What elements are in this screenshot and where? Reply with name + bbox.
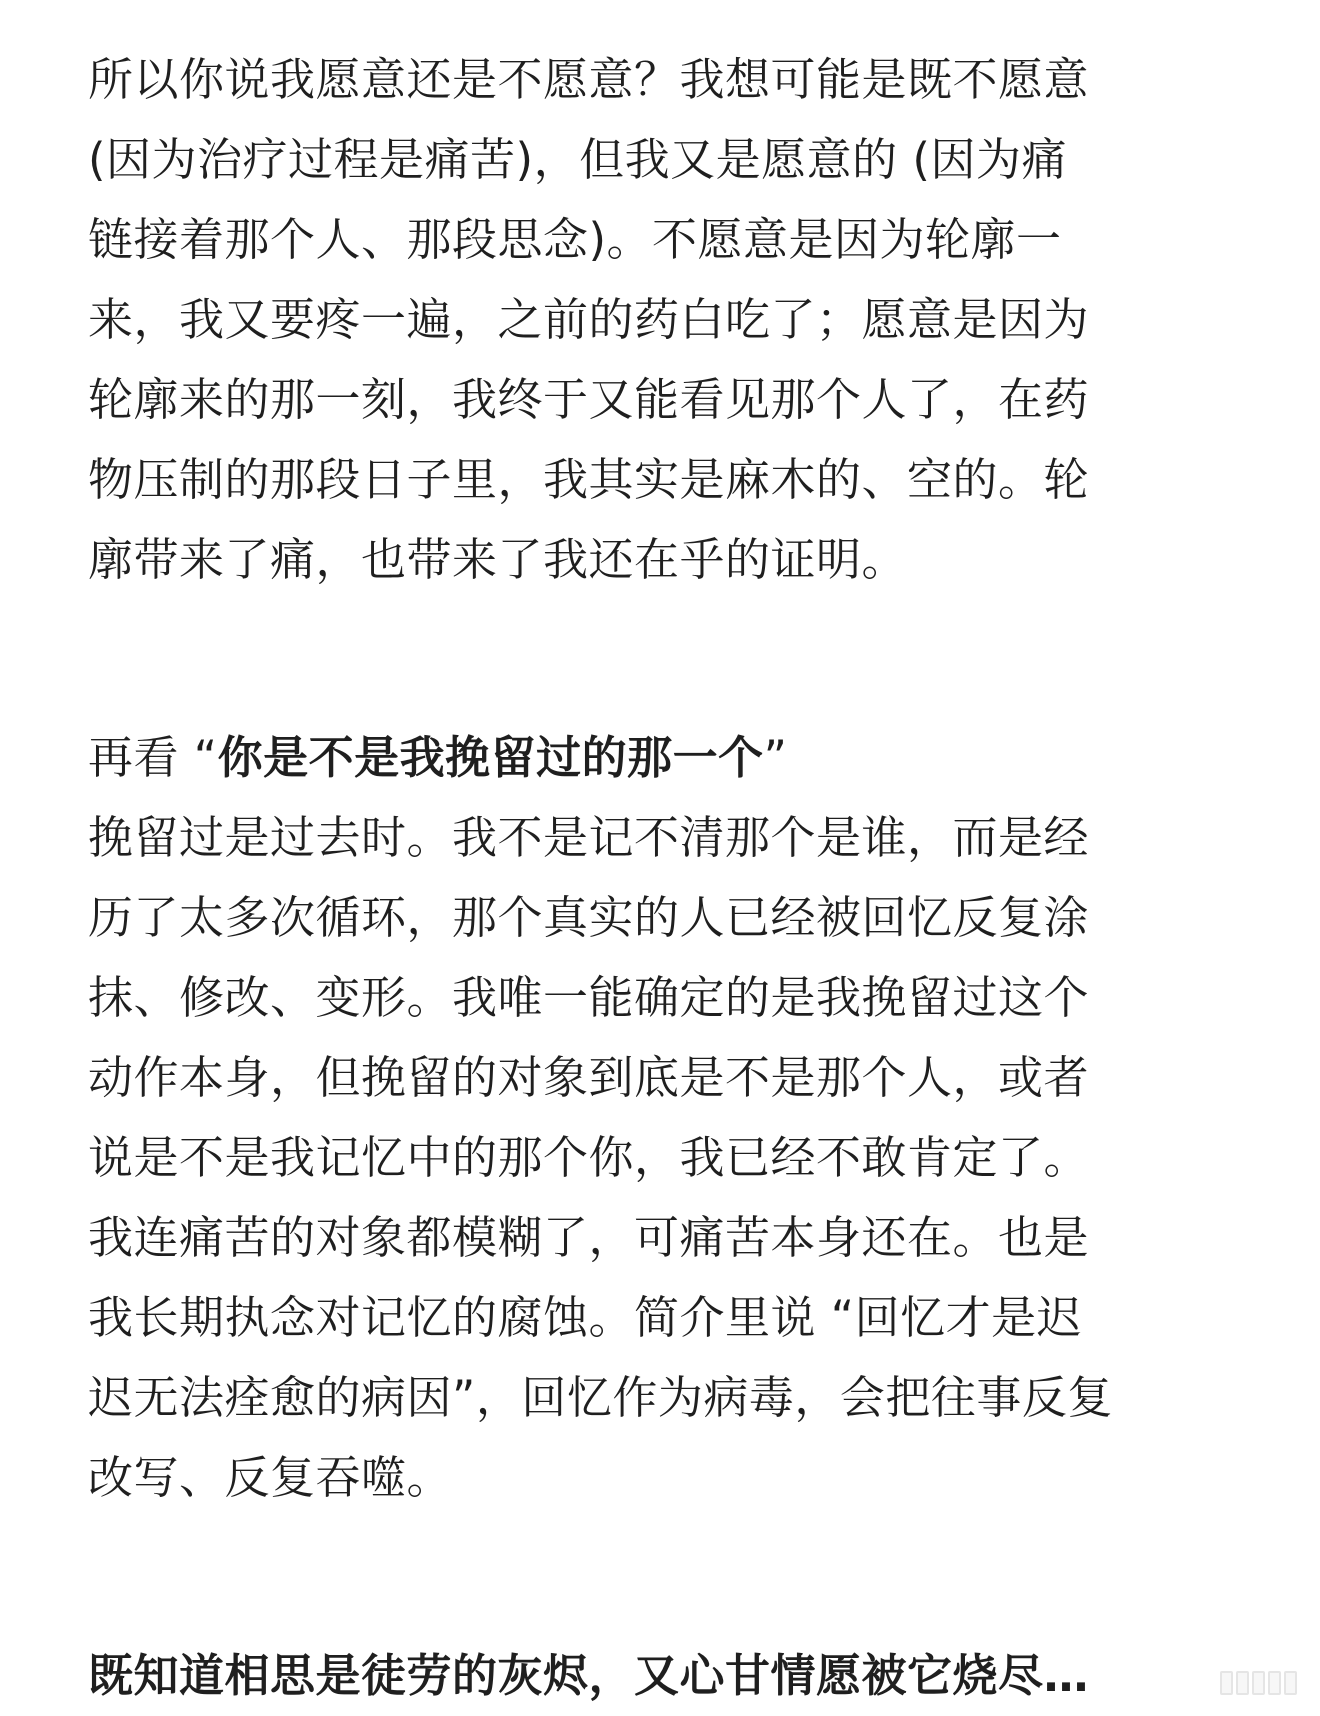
text-line: 改写、反复吞噬。 — [88, 1451, 453, 1504]
watermark-bar — [1284, 1671, 1297, 1695]
text-line: 我长期执念对记忆的腐蚀。简介里说 “回忆才是迟 — [88, 1291, 1083, 1344]
text-line: (因为治疗过程是痛苦)，但我又是愿意的 (因为痛 — [88, 133, 1067, 186]
text-line: 说是不是我记忆中的那个你，我已经不敢肯定了。 — [88, 1131, 1090, 1184]
text-line: 物压制的那段日子里，我其实是麻木的、空的。轮 — [88, 453, 1090, 506]
text-line: 历了太多次循环，那个真实的人已经被回忆反复涂 — [88, 891, 1090, 944]
text-line: 轮廓来的那一刻，我终于又能看见那个人了，在药 — [88, 373, 1090, 426]
watermark-logo — [1220, 1670, 1298, 1696]
text-line: 迟无法痊愈的病因”，回忆作为病毒，会把往事反复 — [88, 1371, 1113, 1424]
text-line: 所以你说我愿意还是不愿意？我想可能是既不愿意 — [88, 53, 1090, 106]
text-line: 链接着那个人、那段思念)。不愿意是因为轮廓一 — [88, 213, 1062, 266]
text-line: 廓带来了痛，也带来了我还在乎的证明。 — [88, 533, 908, 586]
paragraph-2 — [88, 798, 1238, 1518]
section-heading — [88, 718, 1238, 798]
text-line: 来，我又要疼一遍，之前的药白吃了；愿意是因为 — [88, 293, 1090, 346]
text-line: 动作本身，但挽留的对象到底是不是那个人，或者 — [88, 1051, 1090, 1104]
text-line: 抹、修改、变形。我唯一能确定的是我挽留过这个 — [88, 971, 1090, 1024]
paragraph-spacer — [88, 1518, 1238, 1636]
watermark-bar — [1220, 1671, 1233, 1695]
watermark-bar — [1268, 1671, 1281, 1695]
watermark-bar — [1252, 1671, 1265, 1695]
heading-suffix: ” — [763, 731, 788, 784]
heading-emphasis: 你是不是我挽留过的那一个 — [217, 731, 764, 784]
heading-prefix: 再看 “ — [88, 731, 218, 784]
text-line: 挽留过是过去时。我不是记不清那个是谁，而是经 — [88, 811, 1090, 864]
paragraph-spacer — [88, 600, 1238, 718]
watermark-bar — [1236, 1671, 1249, 1695]
closing-line: 既知道相思是徒劳的灰烬，又心甘情愿被它烧尽… — [88, 1649, 1090, 1702]
article-body — [88, 40, 1238, 1716]
text-line: 我连痛苦的对象都模糊了，可痛苦本身还在。也是 — [88, 1211, 1090, 1264]
paragraph-1 — [88, 40, 1238, 600]
